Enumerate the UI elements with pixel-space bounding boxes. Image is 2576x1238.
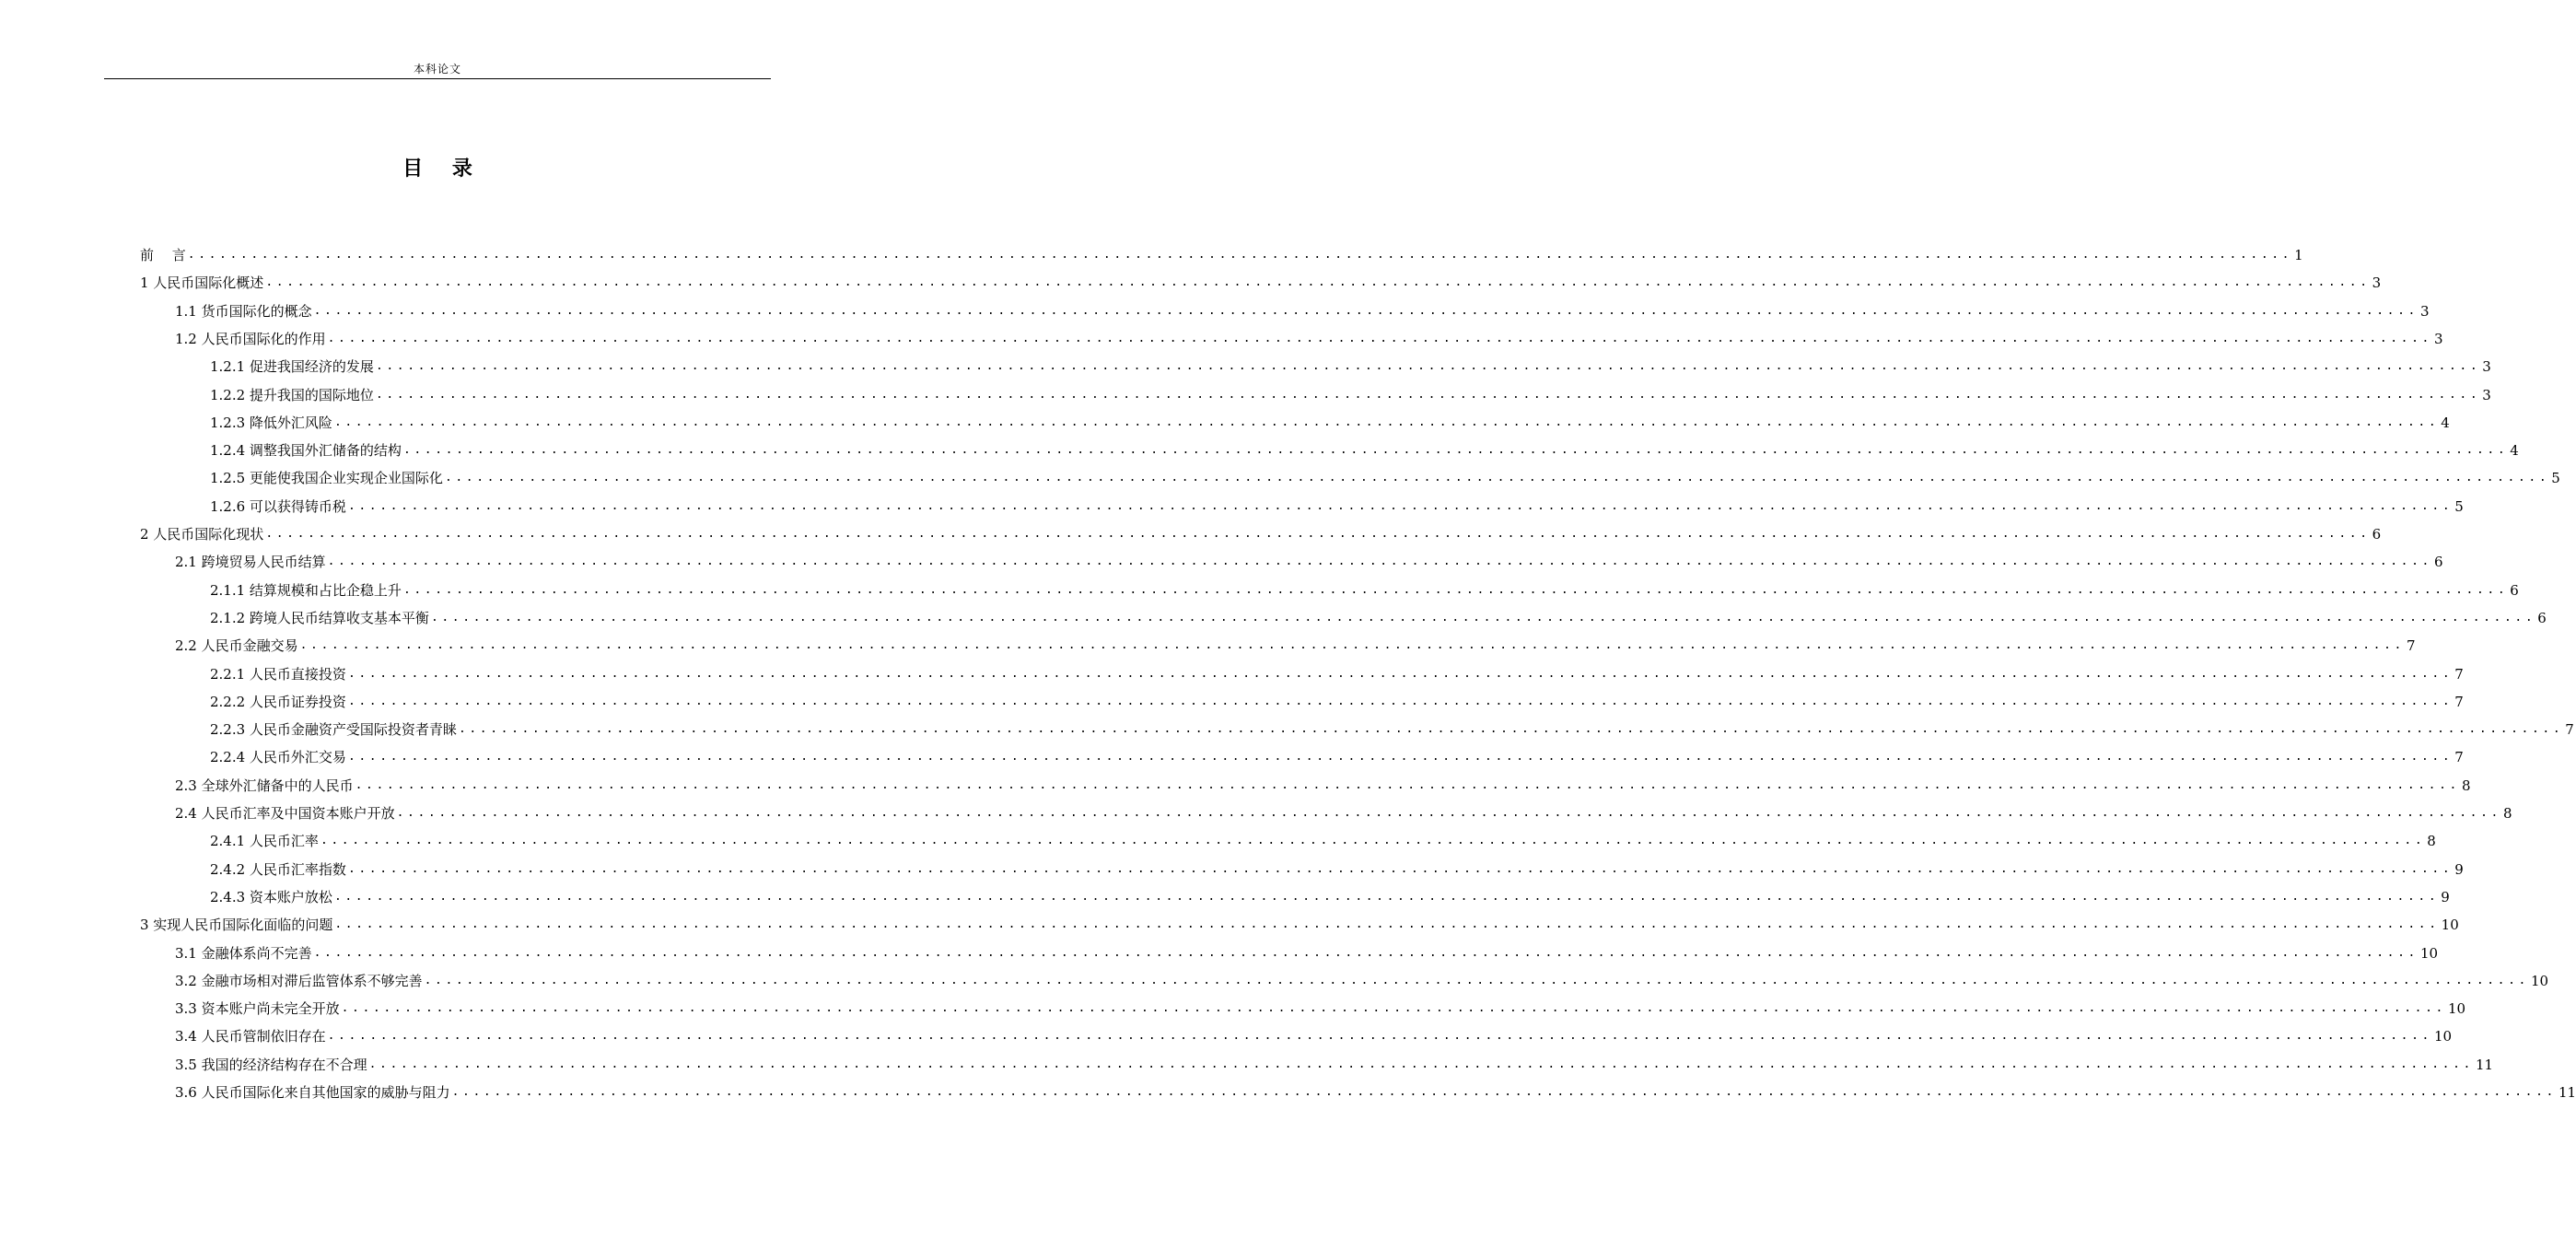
toc-entry[interactable] [210,660,2464,688]
toc-entry-page: 8 [2427,833,2436,849]
toc-entry-page: 8 [2461,777,2471,794]
toc-entry-page: 7 [2454,666,2464,683]
toc-entry[interactable] [210,577,2519,604]
toc-entry-page: 3 [2433,331,2443,347]
toc-entry-label: 1.2 人民币国际化的作用 [175,331,326,347]
toc-entry-label: 2.2.4 人民币外汇交易 [210,749,346,765]
toc-entry-label: 2.1.1 结算规模和占比企稳上升 [210,582,402,599]
toc-entry[interactable] [175,548,2443,576]
toc-entry-label: 2 人民币国际化现状 [140,526,264,543]
toc-entry[interactable] [210,493,2464,520]
toc-entry-page: 7 [2454,694,2464,710]
toc-entry-label: 1.2.4 调整我国外汇储备的结构 [210,442,402,459]
toc-dot-leader: ........................................................................................................................................................................................................ [341,1001,2446,1015]
toc-dot-leader: ........................................................................................................................................................................................................ [430,611,2536,625]
toc-dot-leader: ........................................................................................................................................................................................................ [334,917,2440,931]
toc-dot-leader: ........................................................................................................................................................................................................ [320,834,2426,847]
toc-entry[interactable] [210,381,2491,409]
toc-entry-page: 3 [2372,274,2382,291]
toc-entry-label: 2.2 人民币金融交易 [175,637,298,654]
toc-entry-label: 1.2.6 可以获得铸币税 [210,498,346,515]
toc-entry-label: 1.2.1 促进我国经济的发展 [210,358,374,375]
toc-entry-page: 3 [2482,387,2491,403]
toc-dot-leader: ........................................................................................................................................................................................................ [375,359,2481,373]
toc-entry[interactable] [210,437,2519,464]
toc-dot-leader: ........................................................................................................................................................................................................ [355,778,2460,792]
toc-entry-page: 11 [2558,1084,2576,1101]
toc-entry[interactable] [210,716,2574,743]
toc-dot-leader: ........................................................................................................................................................................................................ [333,415,2440,429]
toc-entry-label: 3.6 人民币国际化来自其他国家的威胁与阻力 [175,1084,450,1101]
toc-dot-leader: ........................................................................................................................................................................................................ [313,304,2419,318]
toc-entry-label: 前 言 [140,247,186,263]
toc-entry-label: 2.2.3 人民币金融资产受国际投资者青睐 [210,721,457,738]
toc-entry[interactable] [210,688,2464,716]
header-text: 本科论文 [413,63,461,76]
toc-dot-leader: ........................................................................................................................................................................................................ [347,862,2454,876]
toc-dot-leader: ........................................................................................................................................................................................................ [265,275,2371,289]
toc-entry-page: 1 [2294,247,2303,263]
toc-entry[interactable] [140,520,2382,548]
toc-entry[interactable] [210,464,2560,492]
toc-entry[interactable] [140,911,2459,939]
toc-dot-leader: ........................................................................................................................................................................................................ [327,555,2432,568]
toc-entry-page: 4 [2510,442,2519,459]
toc-entry-page: 10 [2433,1028,2453,1045]
toc-entry[interactable] [140,269,2382,297]
toc-entry[interactable] [210,883,2450,911]
toc-dot-leader: ........................................................................................................................................................................................................ [368,1057,2474,1071]
toc-dot-leader: ........................................................................................................................................................................................................ [451,1085,2557,1099]
toc-entry[interactable] [175,772,2471,800]
toc-entry-page: 7 [2454,749,2464,765]
toc-entry[interactable] [210,604,2547,632]
toc-entry[interactable] [140,241,2303,269]
toc-entry[interactable] [175,1051,2494,1079]
toc-entry[interactable] [175,800,2512,827]
toc-entry-label: 2.1.2 跨境人民币结算收支基本平衡 [210,610,429,626]
toc-dot-leader: ........................................................................................................................................................................................................ [458,722,2564,736]
toc-entry-label: 1.2.2 提升我国的国际地位 [210,387,374,403]
toc-entry-label: 1 人民币国际化概述 [140,274,264,291]
toc-entry[interactable] [210,353,2491,380]
toc-entry[interactable] [175,1079,2576,1106]
toc-entry-page: 3 [2419,303,2430,320]
toc-entry-label: 3 实现人民币国际化面临的问题 [140,917,333,933]
toc-entry-page: 6 [2433,554,2443,570]
toc-entry-label: 2.2.1 人民币直接投资 [210,666,346,683]
toc-entry[interactable] [175,632,2416,660]
toc-entry-label: 2.3 全球外汇储备中的人民币 [175,777,354,794]
toc-entry[interactable] [175,298,2430,325]
toc-entry[interactable] [175,967,2549,995]
toc-entry-label: 3.2 金融市场相对滞后监管体系不够完善 [175,973,423,989]
toc-entry-label: 3.3 资本账户尚未完全开放 [175,1000,340,1017]
toc-dot-leader: ........................................................................................................................................................................................................ [313,946,2419,960]
toc-entry-page: 6 [2510,582,2519,599]
toc-entry-label: 3.1 金融体系尚不完善 [175,945,312,962]
toc-dot-leader: ........................................................................................................................................................................................................ [327,1029,2432,1043]
toc-entry-label: 3.5 我国的经济结构存在不合理 [175,1057,367,1073]
toc-entry-page: 6 [2372,526,2382,543]
toc-entry-page: 5 [2454,498,2464,515]
toc-dot-leader: ........................................................................................................................................................................................................ [347,750,2454,764]
toc-entry[interactable] [175,325,2443,353]
toc-entry-page: 9 [2441,889,2450,905]
toc-dot-leader: ........................................................................................................................................................................................................ [396,806,2501,820]
toc-entry-page: 7 [2565,721,2574,738]
toc-dot-leader: ........................................................................................................................................................................................................ [265,527,2371,541]
toc-entry-page: 3 [2482,358,2491,375]
toc-entry-page: 10 [2447,1000,2466,1017]
toc-entry-label: 2.2.2 人民币证券投资 [210,694,346,710]
toc-entry-label: 3.4 人民币管制依旧存在 [175,1028,326,1045]
toc-entry[interactable] [210,743,2464,771]
toc-entry-page: 7 [2406,637,2416,654]
toc-dot-leader: ........................................................................................................................................................................................................ [375,388,2481,402]
header-rule [104,78,771,79]
toc-entry-label: 2.4.1 人民币汇率 [210,833,319,849]
toc-dot-leader: ........................................................................................................................................................................................................ [444,471,2550,485]
toc-entry[interactable] [210,409,2450,437]
toc-dot-leader: ........................................................................................................................................................................................................ [347,499,2454,513]
toc-entry-label: 2.1 跨境贸易人民币结算 [175,554,326,570]
toc-dot-leader: ........................................................................................................................................................................................................ [333,890,2440,904]
toc-entry-label: 2.4.3 资本账户放松 [210,889,332,905]
toc-entry-page: 6 [2537,610,2547,626]
toc-dot-leader: ........................................................................................................................................................................................................ [299,638,2405,652]
toc-entry[interactable] [175,995,2466,1022]
toc-dot-leader: ........................................................................................................................................................................................................ [347,667,2454,681]
toc-dot-leader: ........................................................................................................................................................................................................ [402,583,2509,597]
toc-entry-page: 8 [2502,805,2512,822]
toc-entry-page: 10 [2530,973,2549,989]
toc-entry-page: 9 [2454,861,2464,878]
toc-dot-leader: ........................................................................................................................................................................................................ [327,332,2432,345]
toc-entry[interactable] [210,856,2464,883]
toc-entry-page: 4 [2441,415,2450,431]
toc-entry-page: 5 [2551,470,2560,486]
toc-entry-label: 1.1 货币国际化的概念 [175,303,312,320]
toc-entry-page: 11 [2475,1057,2494,1073]
toc-dot-leader: ........................................................................................................................................................................................................ [402,443,2509,457]
toc-entry-page: 10 [2419,945,2439,962]
toc-entry-label: 1.2.3 降低外汇风险 [210,415,332,431]
toc-entry-label: 2.4.2 人民币汇率指数 [210,861,346,878]
page-title: 目 录 [402,157,484,181]
toc-entry-page: 10 [2441,917,2459,933]
toc-dot-leader: ........................................................................................................................................................................................................ [424,974,2529,987]
toc-entry-label: 2.4 人民币汇率及中国资本账户开放 [175,805,395,822]
toc-entry[interactable] [175,1022,2453,1050]
toc-dot-leader: ........................................................................................................................................................................................................ [347,695,2454,708]
toc-entry-label: 1.2.5 更能使我国企业实现企业国际化 [210,470,443,486]
toc-entry[interactable] [175,940,2439,967]
toc-dot-leader: ........................................................................................................................................................................................................ [187,248,2293,262]
toc-entry[interactable] [210,827,2436,855]
